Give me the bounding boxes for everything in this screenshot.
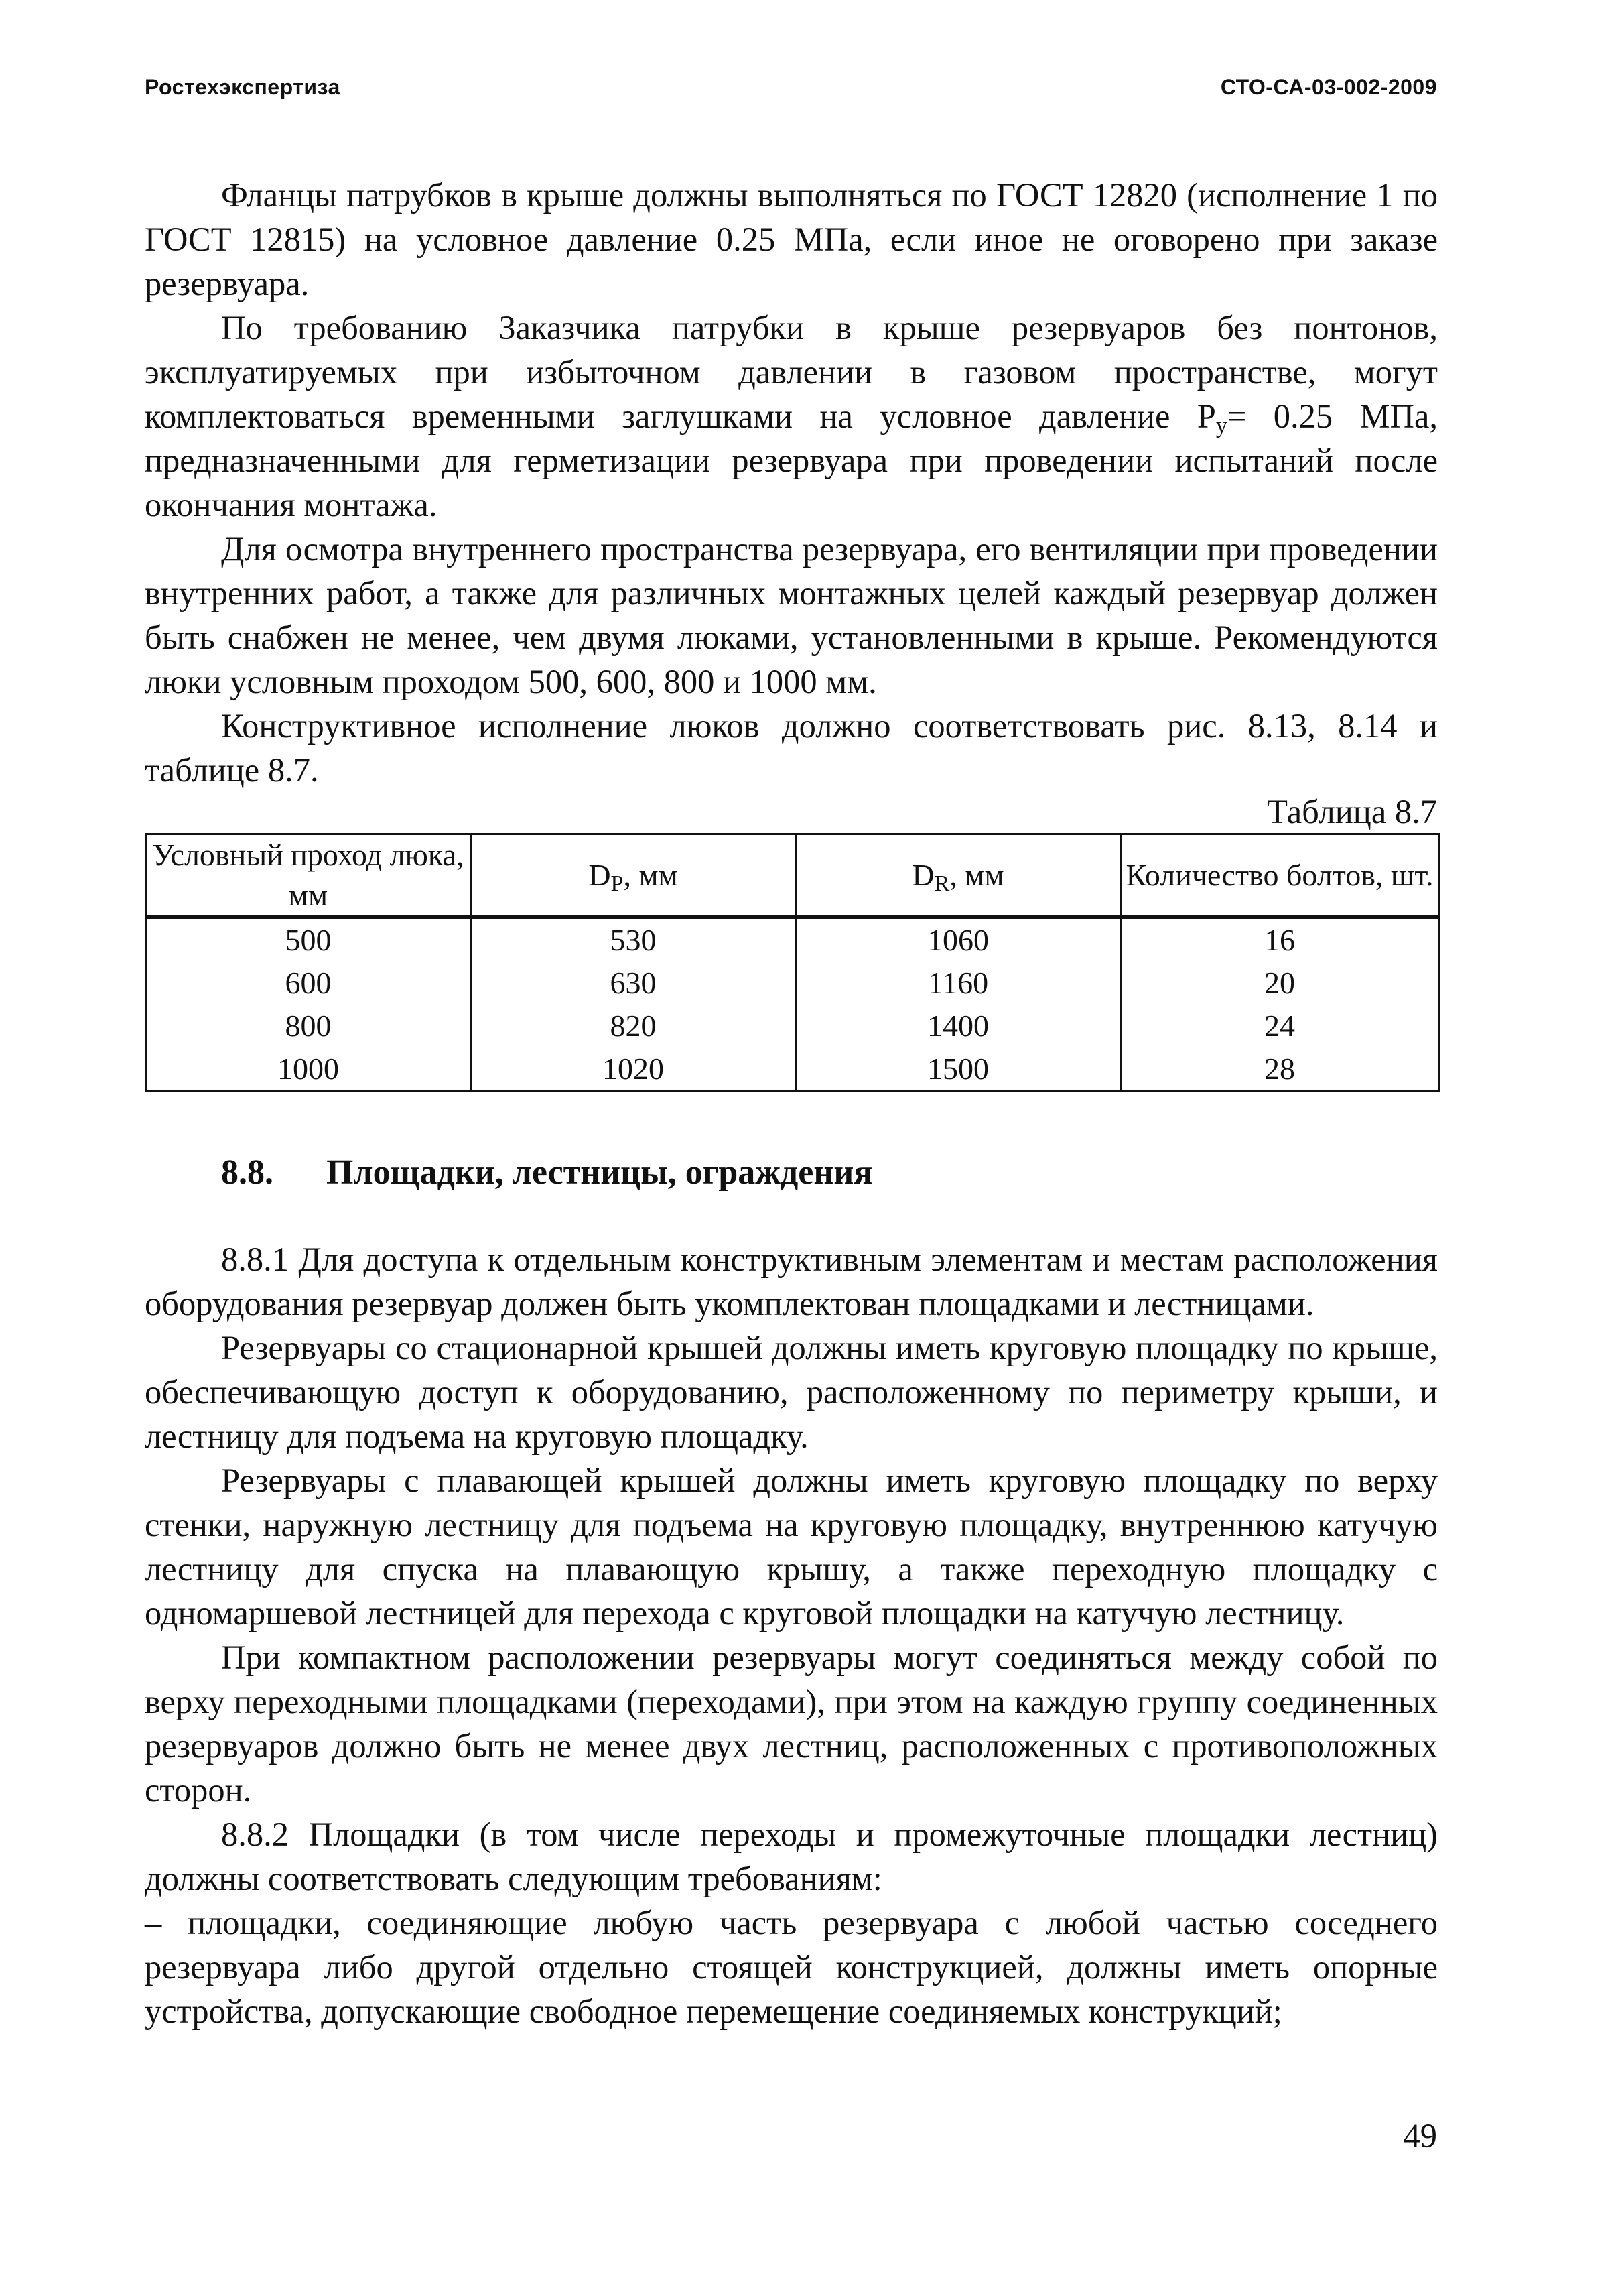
- table-cell: 530: [471, 917, 796, 962]
- paragraph-8-8-2: 8.8.2 Площадки (в том числе переходы и промежуточные площадки лестниц) должны соответствовать следующим требованиям:: [145, 1815, 1438, 1897]
- column-header-dp: $D_P$, мм: [471, 834, 796, 917]
- table-row: [146, 917, 1439, 962]
- list-item-platforms: – площадки, соединяющие любую часть резервуара с любой частью соседнего резервуара либо другой отдельно стоящей конструкцией, должны иметь опорные устройства, допускающие свободное перемещение соединяемых конструкций;: [145, 1904, 1438, 2030]
- table-cell: 1020: [471, 1047, 796, 1092]
- document-code: СТО-СА-03-002-2009: [1220, 75, 1437, 99]
- column-header-nominal-passage: Условный проход люка, мм: [146, 834, 471, 917]
- table-cell: 1160: [796, 962, 1121, 1005]
- column-header-dr: $D_R$, мм: [796, 834, 1121, 917]
- table-cell: 1000: [146, 1047, 471, 1092]
- table-cell: 630: [471, 962, 796, 1005]
- table-cell: 24: [1121, 1005, 1439, 1047]
- paragraph-floating-roof: Резервуары с плавающей крышей должны иметь круговую площадку по верху стенки, наружную лестницу для подъема на круговую площадку, внутреннюю катучую лестницу для спуска на плавающую крышу, а также переходную площадку с одномаршевой лестницей для перехода с круговой площадки на катучую лестницу.: [145, 1462, 1438, 1632]
- table-cell: 1060: [796, 917, 1121, 962]
- table-cell: 1500: [796, 1047, 1121, 1092]
- hatch-dimensions-table: [145, 833, 1440, 1092]
- table-cell: 600: [146, 962, 471, 1005]
- section-heading: [221, 1153, 872, 1192]
- body-text-section: [145, 1237, 1438, 2033]
- table-cell: 820: [471, 1005, 796, 1047]
- page-number: 49: [1403, 2117, 1437, 2155]
- table-header-row: [146, 834, 1439, 917]
- table-cell: 1400: [796, 1005, 1121, 1047]
- paragraph-stationary-roof: Резервуары со стационарной крышей должны иметь круговую площадку по крыше, обеспечивающую доступ к оборудованию, расположенному по периметру крыши, и лестницу для подъема на круговую площадку.: [145, 1329, 1438, 1455]
- table-cell: 500: [146, 917, 471, 962]
- body-text-top: [145, 173, 1438, 792]
- table-row: [146, 962, 1439, 1005]
- paragraph-8-8-1: 8.8.1 Для доступа к отдельным конструктивным элементам и местам расположения оборудования резервуар должен быть укомплектован площадками и лестницами.: [145, 1240, 1438, 1322]
- table-cell: 800: [146, 1005, 471, 1047]
- section-number: 8.8.: [221, 1153, 273, 1192]
- table-caption: Таблица 8.7: [1267, 793, 1437, 830]
- table-cell: 20: [1121, 962, 1439, 1005]
- paragraph-flanges: Фланцы патрубков в крыше должны выполняться по ГОСТ 12820 (исполнение 1 по ГОСТ 12815) на условное давление 0.25 МПа, если иное не оговорено при заказе резервуара.: [145, 176, 1438, 302]
- table-row: [146, 1047, 1439, 1092]
- column-header-bolt-count: Количество болтов, шт.: [1121, 834, 1439, 917]
- section-title: Площадки, лестницы, ограждения: [326, 1153, 873, 1192]
- paragraph-customer-requirement: По требованию Заказчика патрубки в крыше резервуаров без понтонов, эксплуатируемых при избыточном давлении в газовом пространстве, могут комплектоваться временными заглушками на условное давление $P_y= 0.25$ МПа, предназначенными для герметизации резервуара при проведении испытаний после окончания монтажа.: [145, 309, 1438, 523]
- paragraph-hatch-design: Конструктивное исполнение люков должно соответствовать рис. 8.13, 8.14 и таблице 8.7.: [145, 707, 1438, 789]
- running-header-left: Ростехэкспертиза: [145, 75, 340, 99]
- paragraph-hatches: Для осмотра внутреннего пространства резервуара, его вентиляции при проведении внутренних работ, а также для различных монтажных целей каждый резервуар должен быть снабжен не менее, чем двумя люками, установленными в крыше. Рекомендуются люки условным проходом 500, 600, 800 и 1000 мм.: [145, 530, 1438, 700]
- table-row: [146, 1005, 1439, 1047]
- table-cell: 28: [1121, 1047, 1439, 1092]
- table-cell: 16: [1121, 917, 1439, 962]
- paragraph-compact-layout: При компактном расположении резервуары могут соединяться между собой по верху переходными площадками (переходами), при этом на каждую группу соединенных резервуаров должно быть не менее двух лестниц, расположенных с противоположных сторон.: [145, 1639, 1438, 1809]
